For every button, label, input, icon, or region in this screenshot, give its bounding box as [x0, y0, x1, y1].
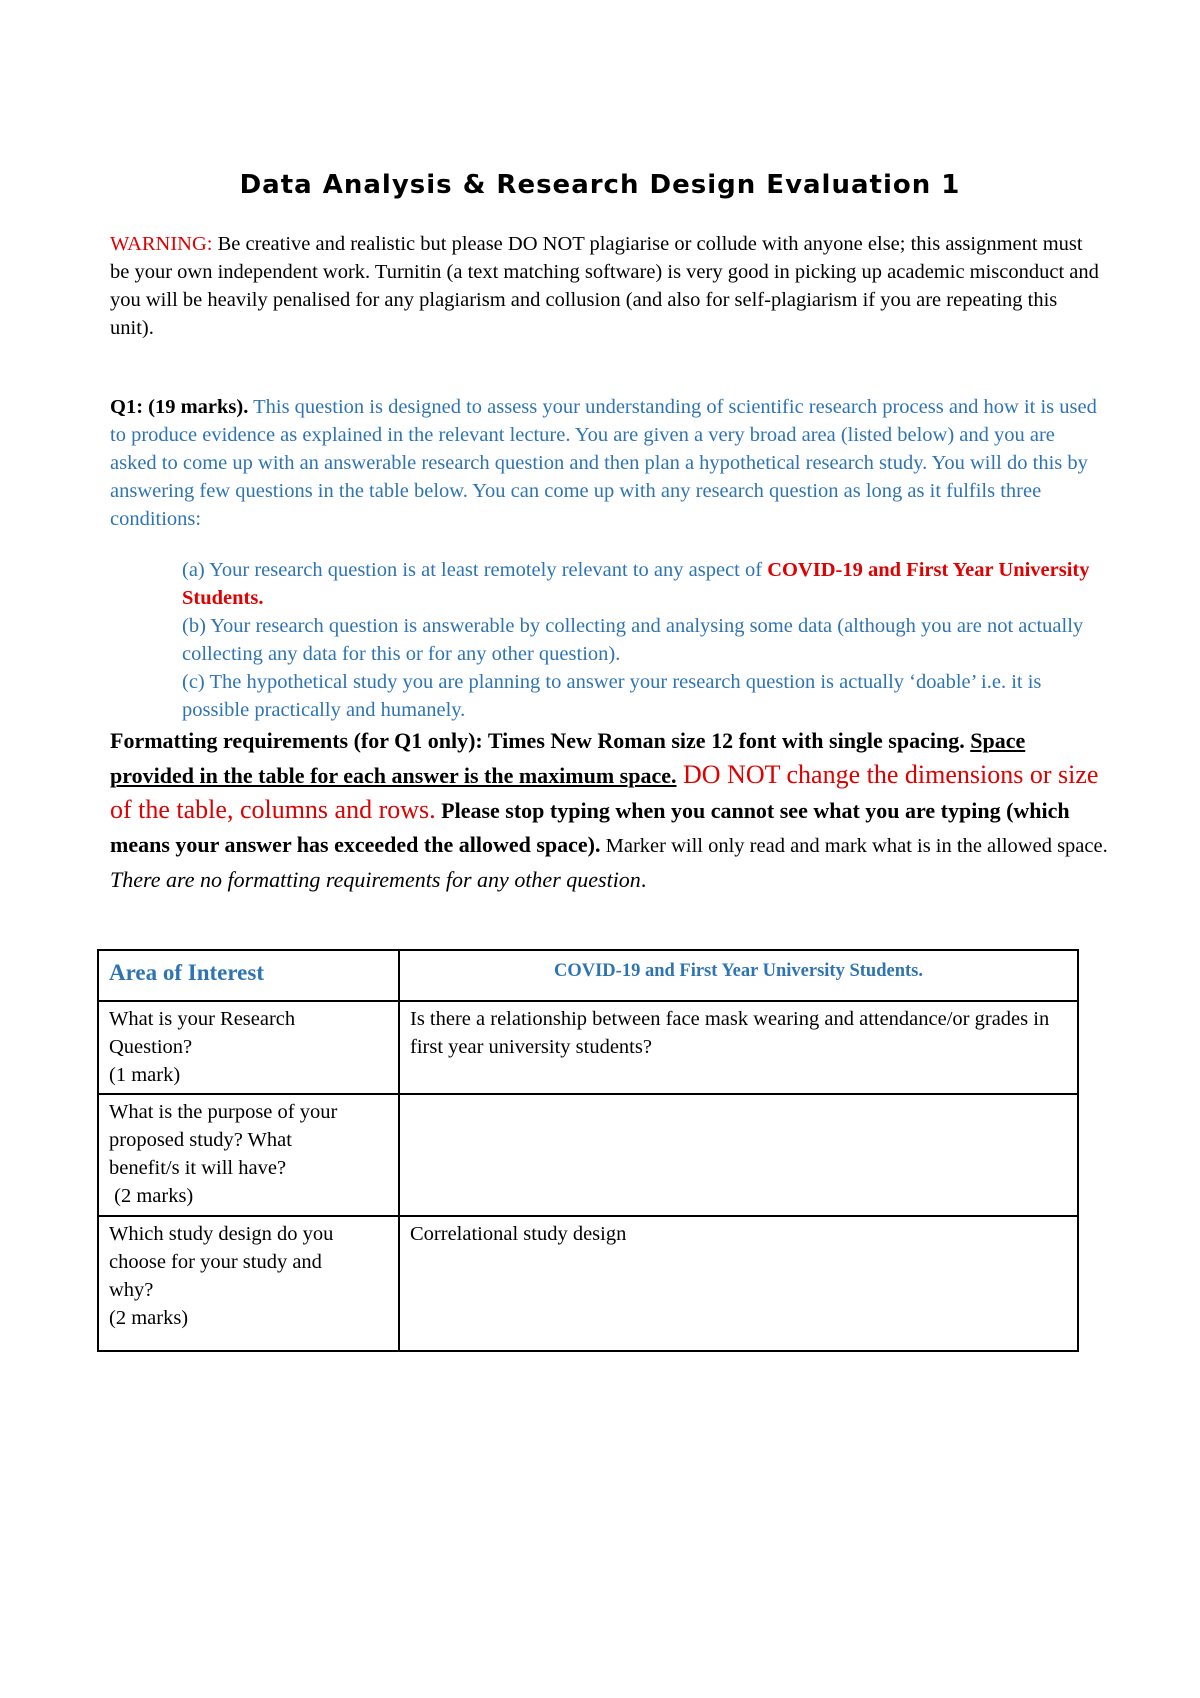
research-table	[97, 949, 1079, 1352]
question-line: why?	[109, 1279, 154, 1301]
question-line: Question?	[109, 1036, 193, 1058]
question-cell	[98, 1216, 399, 1351]
formatting-requirements	[110, 724, 1110, 897]
condition-c: (c) The hypothetical study you are planning to answer your research question is actually ‘doable’ i.e. it is possible practically and humanely.	[182, 671, 1042, 721]
formatting-underlined: Space provided in the table for each answer is the maximum space.	[110, 728, 1026, 788]
formatting-label: Formatting requirements (for Q1 only):	[110, 728, 483, 753]
condition-a-emphasis: COVID-19 and First Year University Students.	[182, 559, 1090, 609]
question-line: benefit/s it will have?	[109, 1157, 287, 1179]
condition-b: (b) Your research question is answerable by collecting and analysing some data (although you are not actually collecting any data for this or for any other question).	[182, 615, 1084, 665]
formatting-part1: Times New Roman size 12 font with single spacing.	[482, 728, 971, 753]
warning-paragraph	[110, 230, 1100, 342]
condition-a	[182, 556, 1102, 612]
table-row	[98, 1001, 1078, 1094]
question-line: Which study design do you	[109, 1223, 334, 1245]
formatting-italic-end: .	[640, 867, 647, 892]
document-title: Data Analysis & Research Design Evaluation 1	[239, 170, 961, 200]
question-line: (2 marks)	[109, 1185, 194, 1207]
conditions-list	[182, 556, 1102, 724]
warning-label: WARNING:	[110, 233, 213, 255]
question-line: choose for your study and	[109, 1251, 322, 1273]
warning-text: Be creative and realistic but please DO NOT plagiarise or collude with anyone else; this assignment must be your own independent work. Turnitin (a text matching software) is very good in picking up academic misconduct and you will be heavily penalised for any plagiarism and collusion (and also for self-plagiarism if you are repeating this unit).	[110, 233, 1099, 339]
header-area-value: COVID-19 and First Year University Students.	[399, 950, 1078, 1001]
answer-cell[interactable]	[399, 1094, 1078, 1216]
header-area-of-interest: Area of Interest	[98, 950, 399, 1001]
formatting-italic-note: There are no formatting requirements for any other question	[110, 867, 641, 892]
condition-a-text: (a) Your research question is at least remotely relevant to any aspect of	[182, 559, 768, 581]
question-line: What is your Research	[109, 1008, 296, 1030]
formatting-warning-red: DO NOT change the dimensions or size of the table, columns and rows.	[110, 760, 1099, 824]
formatting-part2: Please stop typing when you cannot see what you are typing (which means your answer has exceeded the allowed space).	[110, 798, 1070, 857]
q1-text: This question is designed to assess your understanding of scientific research process and how it is used to produce evidence as explained in the relevant lecture. You are given a very broad area (listed below) and you are asked to come up with an answerable research question and then plan a hypothetical research study. You will do this by answering few questions in the table below. You can come up with any research question as long as it fulfils three conditions:	[110, 396, 1097, 530]
formatting-part3: Marker will only read and mark what is in the allowed space.	[600, 835, 1108, 857]
question-line: (2 marks)	[109, 1307, 189, 1329]
answer-cell[interactable]: Correlational study design	[399, 1216, 1078, 1351]
q1-paragraph	[110, 393, 1100, 533]
question-cell	[98, 1001, 399, 1094]
question-line: What is the purpose of your	[109, 1101, 338, 1123]
answer-cell[interactable]: Is there a relationship between face mask wearing and attendance/or grades in first year university students?	[399, 1001, 1078, 1094]
table-header-row	[98, 950, 1078, 1001]
question-cell	[98, 1094, 399, 1216]
table-row	[98, 1094, 1078, 1216]
q1-label: Q1: (19 marks).	[110, 396, 249, 418]
question-line: proposed study? What	[109, 1129, 292, 1151]
question-line: (1 mark)	[109, 1064, 181, 1086]
table-row	[98, 1216, 1078, 1351]
